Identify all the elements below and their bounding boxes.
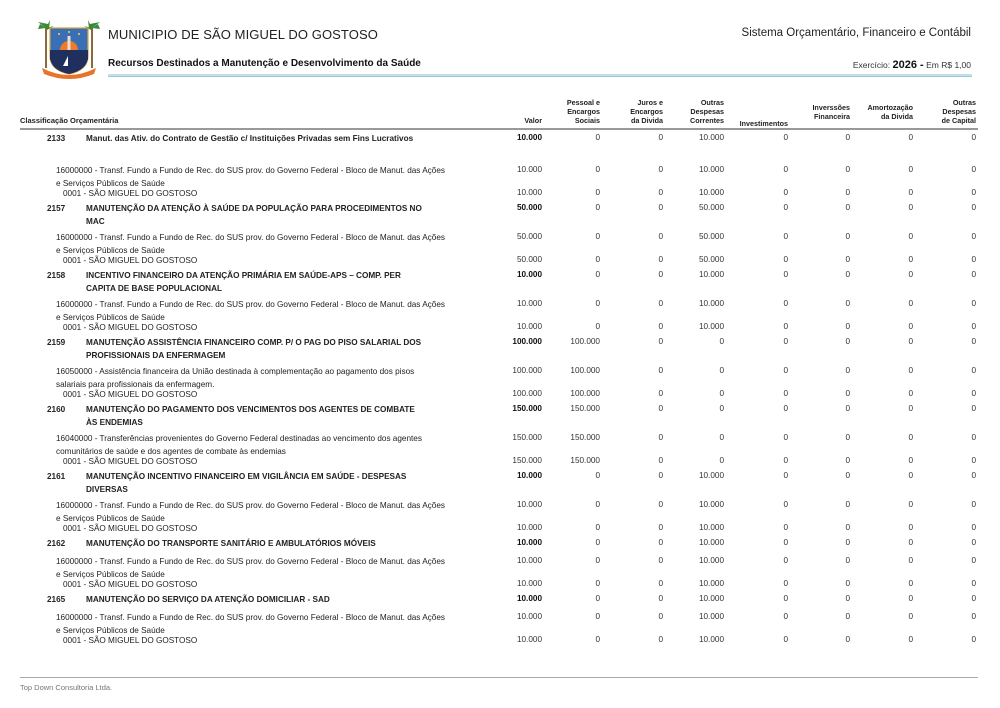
cell-outras-capital: 0 [971,389,976,398]
cell-juros: 0 [658,133,663,142]
resource-source-row [20,362,978,389]
unit-row [20,579,978,592]
row-description: 16000000 - Transf. Fundo a Fundo de Rec. do SUS prov. do Governo Federal - Bloco de Manut. das Ações e Serviços Públicos de Saúde [56,557,445,579]
cell-pessoal: 0 [595,165,600,174]
cell-juros: 0 [658,635,663,644]
exercise-info [853,59,971,71]
cell-investimentos: 0 [783,433,788,442]
exercise-label: Exercício: [852,60,891,70]
column-header-line: Amortozação [867,103,913,112]
cell-valor: 10.000 [516,523,542,532]
action-code: 2157 [47,204,66,213]
cell-pessoal: 0 [595,255,600,264]
cell-outras-capital: 0 [971,270,976,279]
row-description: 16000000 - Transf. Fundo a Fundo de Rec. do SUS prov. do Governo Federal - Bloco de Manut. das Ações e Serviços Públicos de Saúde [56,501,445,523]
cell-pessoal: 150.000 [570,404,600,413]
cell-amortizacao: 0 [908,500,913,509]
cell-investimentos: 0 [783,299,788,308]
municipal-coat-of-arms-icon [32,18,106,80]
action-code: 2165 [47,595,66,604]
cell-juros: 0 [658,538,663,547]
cell-juros: 0 [658,456,663,465]
resource-source-row [20,608,978,635]
action-code: 2158 [47,271,66,280]
cell-investimentos: 0 [783,579,788,588]
action-row [20,201,978,228]
column-header-line: Encargos [630,107,663,116]
column-header-outras-correntes [654,98,724,125]
cell-valor: 100.000 [512,337,542,346]
cell-outras-correntes: 50.000 [698,232,724,241]
cell-amortizacao: 0 [908,270,913,279]
cell-juros: 0 [658,232,663,241]
cell-valor: 10.000 [516,322,542,331]
column-header-line: Pessoal e [566,98,600,107]
cell-outras-correntes: 10.000 [698,322,724,331]
cell-valor: 10.000 [516,299,542,308]
cell-valor: 100.000 [512,389,542,398]
column-header-line: da Divida [631,116,663,125]
cell-juros: 0 [658,255,663,264]
cell-amortizacao: 0 [908,188,913,197]
organization-name: MUNICIPIO DE SÃO MIGUEL DO GOSTOSO [108,27,378,42]
cell-investimentos: 0 [783,232,788,241]
cell-juros: 0 [658,203,663,212]
cell-investimentos: 0 [783,556,788,565]
column-header-line: Despesas [690,107,724,116]
cell-juros: 0 [658,389,663,398]
cell-amortizacao: 0 [908,612,913,621]
cell-juros: 0 [658,612,663,621]
cell-outras-capital: 0 [971,635,976,644]
unit-row [20,635,978,648]
cell-investimentos: 0 [783,133,788,142]
cell-inversoes: 0 [845,203,850,212]
resource-source-row [20,496,978,523]
cell-inversoes: 0 [845,612,850,621]
row-description: 0001 - SÃO MIGUEL DO GOSTOSO [63,457,198,466]
column-header-line: Outras [952,98,976,107]
table-body [20,131,978,648]
row-description: 0001 - SÃO MIGUEL DO GOSTOSO [63,636,198,645]
cell-juros: 0 [658,523,663,532]
cell-amortizacao: 0 [908,579,913,588]
cell-outras-capital: 0 [971,612,976,621]
cell-outras-correntes: 0 [719,366,724,375]
cell-outras-correntes: 10.000 [698,133,724,142]
cell-juros: 0 [658,556,663,565]
action-row [20,402,978,429]
column-header-line: Encargos [567,107,600,116]
row-description: 16050000 - Assistência financeira da União destinada à complementação ao pagamento dos pisos salariais para profissionais da enfermagem. [56,367,415,389]
header-divider [108,74,972,77]
cell-investimentos: 0 [783,165,788,174]
cell-outras-capital: 0 [971,433,976,442]
currency-note: Em R$ 1,00 [926,60,971,70]
cell-outras-correntes: 10.000 [698,188,724,197]
row-description: 16000000 - Transf. Fundo a Fundo de Rec. do SUS prov. do Governo Federal - Bloco de Manut. das Ações e Serviços Públicos de Saúde [56,613,445,635]
cell-pessoal: 0 [595,133,600,142]
cell-pessoal: 100.000 [570,389,600,398]
cell-pessoal: 150.000 [570,456,600,465]
cell-pessoal: 0 [595,232,600,241]
cell-valor: 10.000 [516,500,542,509]
cell-juros: 0 [658,404,663,413]
cell-investimentos: 0 [783,612,788,621]
column-header-line: Sociais [574,116,600,125]
cell-investimentos: 0 [783,366,788,375]
column-header-amortizacao [843,103,913,121]
cell-inversoes: 0 [845,556,850,565]
cell-inversoes: 0 [845,133,850,142]
column-header-line: Despesas [942,107,976,116]
cell-inversoes: 0 [845,433,850,442]
cell-outras-correntes: 10.000 [698,270,724,279]
cell-outras-correntes: 10.000 [698,299,724,308]
cell-pessoal: 0 [595,635,600,644]
cell-outras-capital: 0 [971,203,976,212]
cell-amortizacao: 0 [908,433,913,442]
cell-outras-correntes: 10.000 [698,579,724,588]
cell-inversoes: 0 [845,366,850,375]
cell-investimentos: 0 [783,456,788,465]
cell-pessoal: 0 [595,203,600,212]
cell-amortizacao: 0 [908,133,913,142]
row-description: 0001 - SÃO MIGUEL DO GOSTOSO [63,256,198,265]
cell-investimentos: 0 [783,337,788,346]
cell-investimentos: 0 [783,255,788,264]
action-row [20,335,978,362]
cell-investimentos: 0 [783,322,788,331]
cell-outras-capital: 0 [971,500,976,509]
resource-source-row [20,161,978,188]
cell-valor: 10.000 [516,471,542,480]
row-description: MANUTENÇÃO DO SERVIÇO DA ATENÇÃO DOMICILIAR - SAD [86,595,330,604]
cell-pessoal: 0 [595,538,600,547]
unit-row [20,389,978,402]
cell-juros: 0 [658,471,663,480]
cell-pessoal: 0 [595,612,600,621]
cell-outras-capital: 0 [971,523,976,532]
cell-valor: 100.000 [512,366,542,375]
row-description: 16000000 - Transf. Fundo a Fundo de Rec. do SUS prov. do Governo Federal - Bloco de Manut. das Ações e Serviços Públicos de Saúde [56,233,445,255]
cell-amortizacao: 0 [908,366,913,375]
row-description: MANUTENÇÃO DO PAGAMENTO DOS VENCIMENTOS DOS AGENTES DE COMBATE ÀS ENDEMIAS [86,405,415,427]
cell-outras-correntes: 0 [719,456,724,465]
cell-outras-correntes: 10.000 [698,500,724,509]
cell-outras-correntes: 0 [719,389,724,398]
cell-outras-capital: 0 [971,165,976,174]
cell-outras-correntes: 10.000 [698,538,724,547]
cell-amortizacao: 0 [908,594,913,603]
resource-source-row [20,228,978,255]
action-row [20,536,978,552]
row-description: MANUTENÇÃO DO TRANSPORTE SANITÁRIO E AMBULATÓRIOS MÓVEIS [86,539,376,548]
column-header-outras-capital [906,98,976,125]
column-header-line: Financeira [814,112,850,121]
cell-valor: 10.000 [516,538,542,547]
action-code: 2162 [47,539,66,548]
cell-outras-capital: 0 [971,232,976,241]
column-header-line: Investimentos [739,119,788,128]
cell-outras-capital: 0 [971,133,976,142]
cell-investimentos: 0 [783,500,788,509]
cell-inversoes: 0 [845,255,850,264]
cell-outras-capital: 0 [971,579,976,588]
cell-valor: 10.000 [516,594,542,603]
cell-outras-correntes: 0 [719,337,724,346]
cell-juros: 0 [658,366,663,375]
cell-outras-capital: 0 [971,322,976,331]
cell-pessoal: 0 [595,188,600,197]
cell-outras-correntes: 10.000 [698,635,724,644]
cell-juros: 0 [658,322,663,331]
unit-row [20,456,978,469]
cell-juros: 0 [658,165,663,174]
cell-inversoes: 0 [845,538,850,547]
cell-investimentos: 0 [783,594,788,603]
action-row [20,131,978,161]
cell-inversoes: 0 [845,500,850,509]
cell-valor: 10.000 [516,133,542,142]
cell-outras-capital: 0 [971,366,976,375]
cell-inversoes: 0 [845,188,850,197]
cell-amortizacao: 0 [908,538,913,547]
cell-juros: 0 [658,579,663,588]
cell-amortizacao: 0 [908,556,913,565]
row-description: 0001 - SÃO MIGUEL DO GOSTOSO [63,189,198,198]
column-header-juros [593,98,663,125]
cell-amortizacao: 0 [908,523,913,532]
exercise-year: 2026 - [892,59,924,71]
cell-juros: 0 [658,337,663,346]
cell-outras-correntes: 50.000 [698,255,724,264]
cell-outras-capital: 0 [971,255,976,264]
action-row [20,469,978,496]
cell-investimentos: 0 [783,270,788,279]
cell-juros: 0 [658,433,663,442]
unit-row [20,322,978,335]
cell-outras-capital: 0 [971,556,976,565]
cell-valor: 10.000 [516,188,542,197]
cell-outras-capital: 0 [971,594,976,603]
cell-pessoal: 0 [595,299,600,308]
cell-inversoes: 0 [845,389,850,398]
cell-valor: 150.000 [512,404,542,413]
cell-amortizacao: 0 [908,255,913,264]
cell-outras-correntes: 10.000 [698,471,724,480]
action-code: 2133 [47,134,66,143]
cell-outras-correntes: 50.000 [698,203,724,212]
row-description: MANUTENÇÃO ASSISTÊNCIA FINANCEIRO COMP. P/ O PAG DO PISO SALARIAL DOS PROFISSIONAIS DA ENFERMAGEM [86,338,422,360]
row-description: MANUTENÇÃO DA ATENÇÃO À SAÚDE DA POPULAÇÃO PARA PROCEDIMENTOS NO MAC [86,204,422,226]
cell-inversoes: 0 [845,299,850,308]
row-description: INCENTIVO FINANCEIRO DA ATENÇÃO PRIMÁRIA EM SAÚDE-APS – COMP. PER CAPITA DE BASE POPULACIONAL [86,271,401,293]
action-code: 2159 [47,338,66,347]
row-description: 16000000 - Transf. Fundo a Fundo de Rec. do SUS prov. do Governo Federal - Bloco de Manut. das Ações e Serviços Públicos de Saúde [56,300,445,322]
cell-valor: 50.000 [516,232,542,241]
cell-juros: 0 [658,500,663,509]
cell-outras-correntes: 10.000 [698,556,724,565]
cell-amortizacao: 0 [908,635,913,644]
cell-pessoal: 0 [595,500,600,509]
row-description: 0001 - SÃO MIGUEL DO GOSTOSO [63,524,198,533]
column-header-investimentos [718,119,788,128]
report-title: Recursos Destinados a Manutenção e Desenvolvimento da Saúde [108,58,421,69]
column-header-line: Inverssões [812,103,850,112]
cell-outras-correntes: 0 [719,404,724,413]
cell-outras-capital: 0 [971,337,976,346]
column-header-classificacao: Classificação Orçamentária [20,116,119,125]
cell-inversoes: 0 [845,232,850,241]
row-description: Manut. das Ativ. do Contrato de Gestão c/ Instituições Privadas sem Fins Lucrativos [86,134,414,143]
cell-amortizacao: 0 [908,389,913,398]
cell-valor: 10.000 [516,635,542,644]
cell-amortizacao: 0 [908,404,913,413]
cell-outras-capital: 0 [971,538,976,547]
cell-valor: 10.000 [516,270,542,279]
cell-pessoal: 150.000 [570,433,600,442]
cell-inversoes: 0 [845,635,850,644]
cell-amortizacao: 0 [908,322,913,331]
cell-pessoal: 0 [595,594,600,603]
cell-pessoal: 100.000 [570,337,600,346]
footer-company: Top Down Consultoria Ltda. [20,683,113,692]
cell-outras-correntes: 0 [719,433,724,442]
column-header-line: Correntes [690,116,724,125]
cell-amortizacao: 0 [908,299,913,308]
column-header-line: de Capital [941,116,976,125]
cell-pessoal: 0 [595,270,600,279]
cell-inversoes: 0 [845,594,850,603]
cell-amortizacao: 0 [908,456,913,465]
column-header-line: Outras [700,98,724,107]
resource-source-row [20,429,978,456]
table-header [20,92,978,130]
cell-amortizacao: 0 [908,232,913,241]
cell-investimentos: 0 [783,404,788,413]
resource-source-row [20,552,978,579]
cell-outras-correntes: 10.000 [698,612,724,621]
action-row [20,592,978,608]
cell-outras-correntes: 10.000 [698,523,724,532]
system-name: Sistema Orçamentário, Financeiro e Contábil [741,27,971,39]
column-header-valor: Valor [524,116,542,125]
cell-pessoal: 0 [595,579,600,588]
cell-amortizacao: 0 [908,471,913,480]
cell-investimentos: 0 [783,635,788,644]
column-header-line: Juros e [637,98,663,107]
footer-divider [20,677,978,678]
column-header-line: da Divida [881,112,913,121]
cell-juros: 0 [658,594,663,603]
cell-valor: 50.000 [516,255,542,264]
cell-amortizacao: 0 [908,337,913,346]
cell-outras-correntes: 10.000 [698,594,724,603]
cell-valor: 10.000 [516,165,542,174]
action-code: 2161 [47,472,66,481]
cell-juros: 0 [658,299,663,308]
cell-inversoes: 0 [845,165,850,174]
cell-valor: 150.000 [512,456,542,465]
cell-valor: 150.000 [512,433,542,442]
cell-amortizacao: 0 [908,203,913,212]
cell-valor: 50.000 [516,203,542,212]
row-description: 0001 - SÃO MIGUEL DO GOSTOSO [63,580,198,589]
row-description: MANUTENÇÃO INCENTIVO FINANCEIRO EM VIGILÂNCIA EM SAÚDE - DESPESAS DIVERSAS [86,472,407,494]
row-description: 16040000 - Transferências provenientes do Governo Federal destinadas ao vencimento dos agentes comunitários de saúde e dos agentes de combate às endemias [56,434,422,456]
cell-outras-capital: 0 [971,456,976,465]
cell-outras-capital: 0 [971,299,976,308]
cell-inversoes: 0 [845,270,850,279]
cell-inversoes: 0 [845,322,850,331]
row-description: 0001 - SÃO MIGUEL DO GOSTOSO [63,323,198,332]
cell-pessoal: 100.000 [570,366,600,375]
cell-inversoes: 0 [845,456,850,465]
cell-pessoal: 0 [595,471,600,480]
column-header-pessoal [530,98,600,125]
column-header-inversoes [780,103,850,121]
cell-pessoal: 0 [595,556,600,565]
cell-investimentos: 0 [783,188,788,197]
cell-investimentos: 0 [783,389,788,398]
cell-outras-correntes: 10.000 [698,165,724,174]
cell-inversoes: 0 [845,579,850,588]
cell-pessoal: 0 [595,322,600,331]
unit-row [20,523,978,536]
cell-outras-capital: 0 [971,471,976,480]
cell-outras-capital: 0 [971,188,976,197]
unit-row [20,255,978,268]
resource-source-row [20,295,978,322]
cell-juros: 0 [658,188,663,197]
cell-juros: 0 [658,270,663,279]
cell-inversoes: 0 [845,471,850,480]
action-code: 2160 [47,405,66,414]
row-description: 16000000 - Transf. Fundo a Fundo de Rec. do SUS prov. do Governo Federal - Bloco de Manut. das Ações e Serviços Públicos de Saúde [56,166,445,188]
cell-investimentos: 0 [783,538,788,547]
cell-investimentos: 0 [783,523,788,532]
cell-amortizacao: 0 [908,165,913,174]
cell-outras-capital: 0 [971,404,976,413]
cell-investimentos: 0 [783,471,788,480]
cell-pessoal: 0 [595,523,600,532]
cell-inversoes: 0 [845,523,850,532]
cell-valor: 10.000 [516,556,542,565]
cell-inversoes: 0 [845,337,850,346]
unit-row [20,188,978,201]
cell-investimentos: 0 [783,203,788,212]
row-description: 0001 - SÃO MIGUEL DO GOSTOSO [63,390,198,399]
cell-valor: 10.000 [516,579,542,588]
cell-valor: 10.000 [516,612,542,621]
cell-inversoes: 0 [845,404,850,413]
action-row [20,268,978,295]
